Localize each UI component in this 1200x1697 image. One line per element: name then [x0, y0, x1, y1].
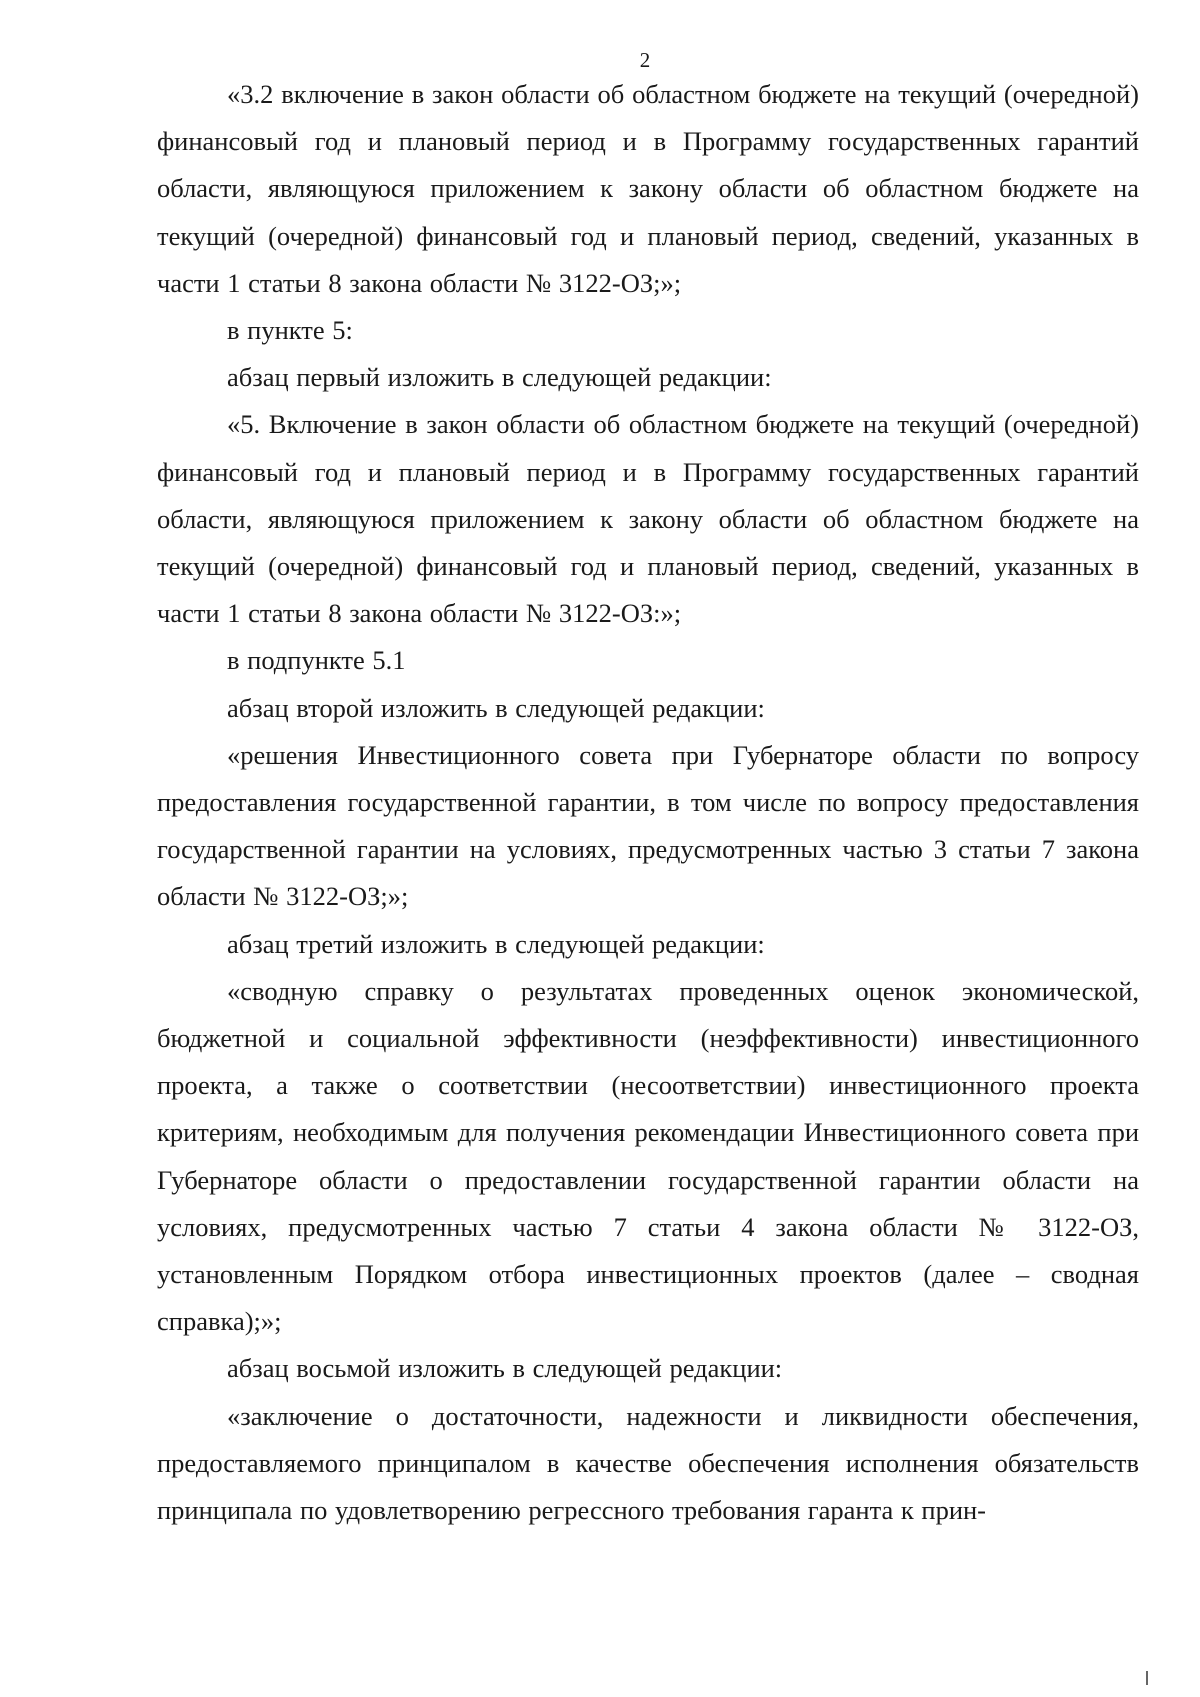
paragraph-subpoint-5-1-heading: в подпункте 5.1	[227, 645, 406, 676]
paragraph-investment-council-decision: «решения Инвестиционного совета при Губернаторе области по вопросу предоставления государственной гарантии, в том числе по вопросу предоставления государственной гарантии на условиях, предусмотренных частью 3 статьи 7 закона области № 3122-ОЗ;»;	[157, 739, 1139, 912]
page-number: 2	[639, 48, 651, 72]
paragraph-eighth-abzac-instruction: абзац восьмой изложить в следующей редакции:	[227, 1353, 783, 1384]
paragraph-third-abzac-instruction: абзац третий изложить в следующей редакции:	[227, 928, 765, 959]
paragraph-sufficiency-conclusion: «заключение о достаточности, надежности и ликвидности обеспечения, предоставляемого принципалом в качестве обеспечения исполнения обязательств принципала по удовлетворению регрессного требования гаранта к прин-	[157, 1400, 1139, 1526]
scan-edge-mark	[1146, 1671, 1148, 1685]
paragraph-3-2-amendment: «3.2 включение в закон области об областном бюджете на текущий (очередной) финансовый год и плановый период и в Программу государственных гарантий области, являющуюся приложением к закону области об областном бюджете на текущий (очередной) финансовый год и плановый период, сведений, указанных в части 1 статьи 8 закона области № 3122-ОЗ;»;	[157, 79, 1139, 298]
paragraph-first-abzac-instruction: абзац первый изложить в следующей редакции:	[227, 362, 772, 393]
paragraph-point-5-heading: в пункте 5:	[227, 315, 353, 346]
paragraph-5-amendment: «5. Включение в закон области об областном бюджете на текущий (очередной) финансовый год и плановый период и в Программу государственных гарантий области, являющуюся приложением к закону области об областном бюджете на текущий (очередной) финансовый год и плановый период, сведений, указанных в части 1 статьи 8 закона области № 3122-ОЗ:»;	[157, 409, 1139, 629]
paragraph-second-abzac-instruction: абзац второй изложить в следующей редакции:	[227, 692, 765, 723]
document-body	[157, 71, 1139, 1534]
paragraph-summary-report: «сводную справку о результатах проведенных оценок экономической, бюджетной и социальной эффективности (неэффективности) инвестиционного проекта, а также о соответствии (несоответствии) инвестиционного проекта критериям, необходимым для получения рекомендации Инвестиционного совета при Губернаторе области о предоставлении государственной гарантии области на условиях, предусмотренных частью 7 статьи 4 закона области № 3122-ОЗ, установленным Порядком отбора инвестиционных проектов (далее – сводная справка);»;	[157, 975, 1139, 1337]
